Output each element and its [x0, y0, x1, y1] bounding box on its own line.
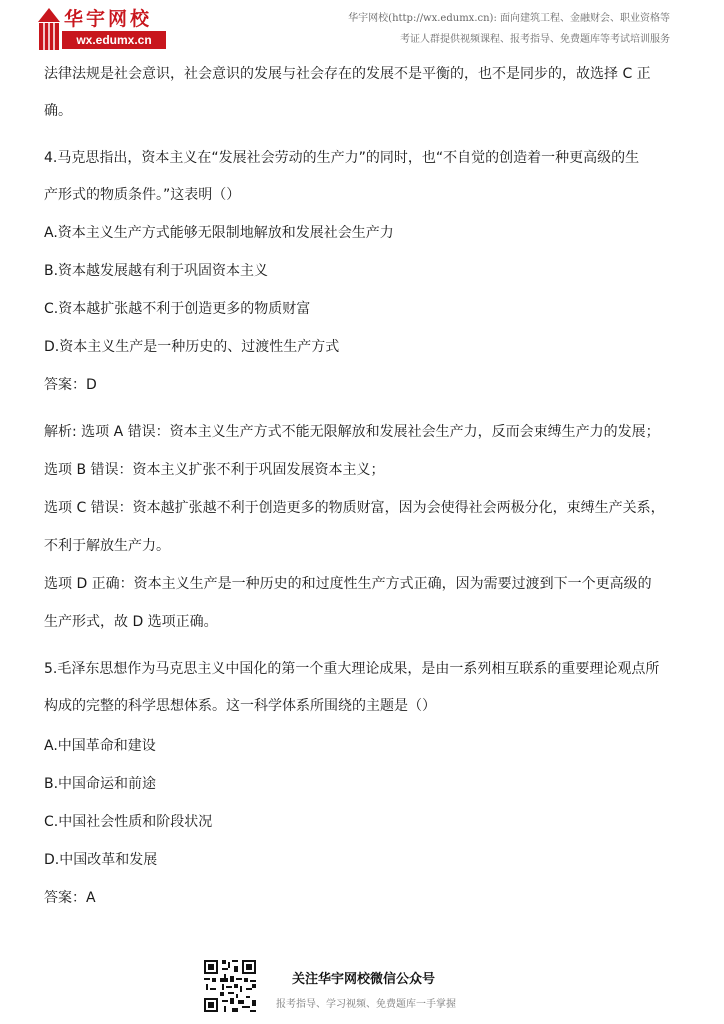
question-5-answer: 答案：A [44, 890, 96, 906]
question-4-option-c: C.资本越扩张越不利于创造更多的物质财富 [44, 301, 311, 317]
question-5-line-1: 5.毛泽东思想作为马克思主义中国化的第一个重大理论成果，是由一系列相互联系的重要理论观点所 [44, 661, 660, 677]
question-4-line-1: 4.马克思指出，资本主义在“发展社会劳动的生产力”的同时，也“不自觉的创造着一种更高级的生 [44, 150, 640, 166]
question-4-option-a: A.资本主义生产方式能够无限制地解放和发展社会生产力 [44, 225, 394, 241]
question-5-line-2: 构成的完整的科学思想体系。这一科学体系所围绕的主题是（） [44, 698, 436, 714]
intro-text-line-1: 法律法规是社会意识，社会意识的发展与社会存在的发展不是平衡的，也不是同步的，故选择 C 正 [44, 66, 651, 82]
intro-text-line-2: 确。 [44, 103, 72, 119]
page-header [0, 0, 724, 56]
header-tagline-1: 华宇网校(http://wx.edumx.cn): 面向建筑工程、金融财会、职业资格等 [348, 13, 670, 24]
logo-name: 华宇网校 [64, 8, 153, 30]
question-4-analysis-1: 解析: 选项 A 错误：资本主义生产方式不能无限解放和发展社会生产力，反而会束缚生产力的发展； [44, 424, 660, 440]
footer-title: 关注华宇网校微信公众号 [292, 972, 436, 987]
question-5-option-c: C.中国社会性质和阶段状况 [44, 814, 213, 830]
question-4-option-b: B.资本越发展越有利于巩固资本主义 [44, 263, 269, 279]
question-4-option-d: D.资本主义生产是一种历史的、过渡性生产方式 [44, 339, 340, 355]
question-4-line-2: 产形式的物质条件。”这表明（） [44, 187, 241, 203]
question-4-answer: 答案：D [44, 377, 97, 393]
question-5-option-b: B.中国命运和前途 [44, 776, 157, 792]
question-4-analysis-3a: 选项 C 错误：资本越扩张越不利于创造更多的物质财富，因为会使得社会两极分化，束缚生产关系， [44, 500, 665, 516]
huayu-logo[interactable] [38, 6, 168, 50]
question-5-option-d: D.中国改革和发展 [44, 852, 158, 868]
pencil-icon [38, 8, 60, 50]
footer-subtitle: 报考指导、学习视频、免费题库一手掌握 [276, 999, 456, 1010]
question-4-analysis-2: 选项 B 错误：资本主义扩张不利于巩固发展资本主义； [44, 462, 385, 478]
page-footer [200, 958, 530, 1018]
header-tagline-2: 考证人群提供视频课程、报考指导、免费题库等考试培训服务 [400, 34, 670, 45]
logo-url: wx.edumx.cn [62, 31, 166, 49]
question-4-analysis-4a: 选项 D 正确：资本主义生产是一种历史的和过度性生产方式正确，因为需要过渡到下一个更高级的 [44, 576, 652, 592]
question-4-analysis-4b: 生产形式，故 D 选项正确。 [44, 614, 218, 630]
question-4-analysis-3b: 不利于解放生产力。 [44, 538, 170, 554]
question-5-option-a: A.中国革命和建设 [44, 738, 156, 754]
qr-code-icon[interactable] [202, 958, 258, 1014]
